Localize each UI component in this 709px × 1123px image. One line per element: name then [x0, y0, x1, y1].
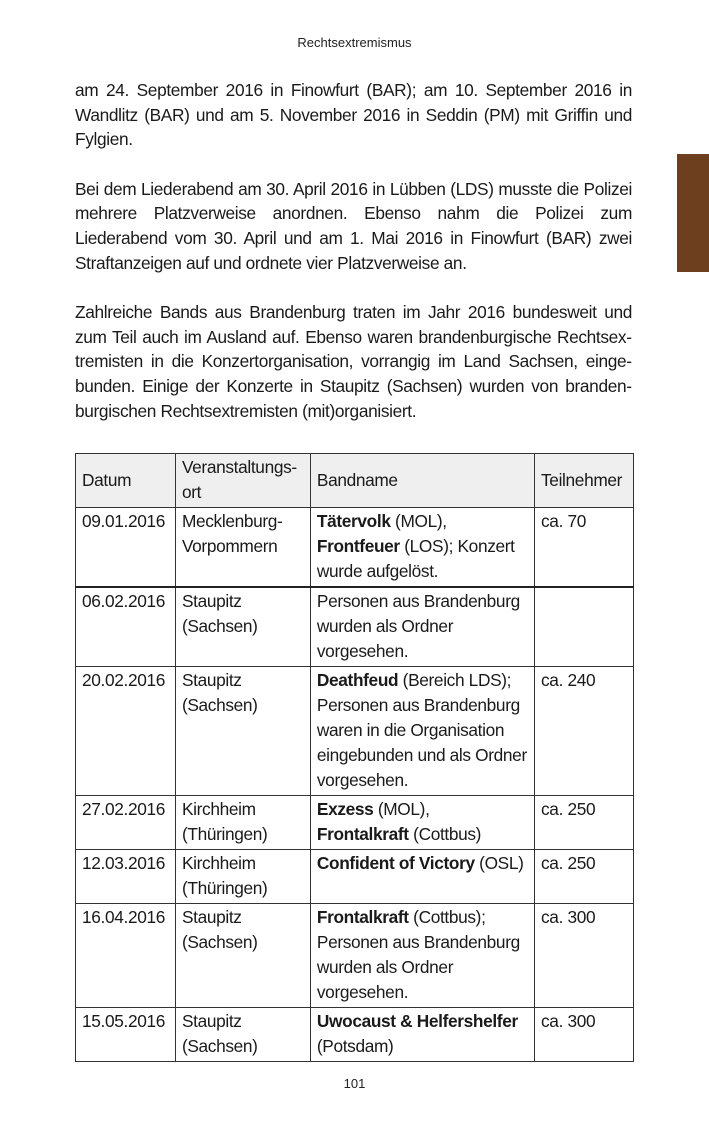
band-name: Frontalkraft — [316, 824, 409, 844]
band-detail: (Cottbus) — [408, 824, 482, 844]
cell-date: 16.04.2016 — [76, 904, 176, 1008]
cell-date: 06.02.2016 — [76, 587, 176, 667]
paragraph-1: am 24. September 2016 in Finowfurt (BAR); am 10. September 2016 in Wandlitz (BAR) und am 5. November 2016 in Seddin (PM) mit Griffin und Fylgien. — [75, 80, 632, 150]
header-participants: Teilnehmer — [535, 454, 634, 508]
cell-place: Kirchheim (Thüringen) — [175, 796, 310, 850]
band-detail: (OSL) — [474, 853, 524, 873]
body-text — [75, 78, 632, 448]
table-row — [76, 508, 634, 588]
cell-place: Staupitz (Sachsen) — [175, 1008, 310, 1062]
cell-place: Mecklenburg-Vorpommern — [175, 508, 310, 588]
band-name: Uwocaust & Helfershelfer — [316, 1011, 518, 1031]
table-body — [76, 508, 634, 1062]
band-detail: (MOL), — [373, 799, 430, 819]
band-detail: (Bereich LDS); Personen aus Brandenburg waren in die Organisation eingebunden und als Ordner vorgesehen. — [316, 670, 527, 790]
cell-participants: ca. 70 — [535, 508, 634, 588]
cell-date: 20.02.2016 — [76, 667, 176, 796]
band-name: Frontfeuer — [316, 536, 400, 556]
paragraph-2: Bei dem Liederabend am 30. April 2016 in Lübben (LDS) musste die Polizei mehrere Platzverweise anordnen. Ebenso nahm die Polizei zum Liederabend vom 30. April und am 1. Mai 2016 in Finowfurt (BAR) zwei Straftanzeigen auf und ordnete vier Platzverweise an. — [75, 178, 632, 273]
cell-place: Kirchheim (Thüringen) — [175, 850, 310, 904]
cell-place: Staupitz (Sachsen) — [175, 587, 310, 667]
header-band: Bandname — [310, 454, 534, 508]
cell-band — [310, 796, 534, 850]
cell-band — [310, 587, 534, 667]
cell-date: 15.05.2016 — [76, 1008, 176, 1062]
concert-table — [75, 453, 634, 1062]
cell-band — [310, 508, 534, 588]
table-header-row — [76, 454, 634, 508]
page-number: 101 — [343, 1076, 366, 1091]
cell-place: Staupitz (Sachsen) — [175, 904, 310, 1008]
paragraph-3: Zahlreiche Bands aus Brandenburg traten im Jahr 2016 bundesweit und zum Teil auch im Ausland auf. Ebenso waren brandenburgische Rechtsextremisten in die Konzertorganisation, vorrangig im Land Sachsen, eingebunden. Einige der Konzerte in Staupitz (Sachsen) wurden von brandenburgischen Rechtsextremisten (mit)organisiert. — [75, 302, 632, 421]
cell-participants: ca. 250 — [535, 796, 634, 850]
header-date: Datum — [76, 454, 176, 508]
band-detail: (MOL), — [390, 511, 447, 531]
table-row — [76, 850, 634, 904]
cell-band — [310, 1008, 534, 1062]
cell-band — [310, 667, 534, 796]
cell-place: Staupitz (Sachsen) — [175, 667, 310, 796]
band-detail: (LOS); Konzert wurde aufgelöst. — [316, 536, 515, 581]
band-name: Tätervolk — [316, 511, 391, 531]
cell-band — [310, 904, 534, 1008]
cell-participants: ca. 240 — [535, 667, 634, 796]
cell-participants: ca. 300 — [535, 1008, 634, 1062]
band-name: Confident of Victory — [316, 853, 475, 873]
band-detail: (Potsdam) — [316, 1036, 394, 1056]
table-row — [76, 1008, 634, 1062]
header-place: Veranstaltungs-ort — [175, 454, 310, 508]
table-row — [76, 667, 634, 796]
running-head: Rechtsextremismus — [297, 35, 412, 50]
band-detail: Personen aus Brandenburg wurden als Ordner vorgesehen. — [316, 591, 520, 661]
cell-participants — [535, 587, 634, 667]
chapter-thumb-tab — [677, 154, 709, 272]
band-name: Exzess — [316, 799, 374, 819]
cell-date: 27.02.2016 — [76, 796, 176, 850]
cell-participants: ca. 250 — [535, 850, 634, 904]
table-row — [76, 904, 634, 1008]
table-row — [76, 796, 634, 850]
band-detail: (Cottbus); Personen aus Brandenburg wurden als Ordner vorgesehen. — [316, 907, 520, 1002]
table-row — [76, 587, 634, 667]
band-name: Frontalkraft — [316, 907, 409, 927]
cell-band — [310, 850, 534, 904]
cell-participants: ca. 300 — [535, 904, 634, 1008]
cell-date: 12.03.2016 — [76, 850, 176, 904]
band-name: Deathfeud — [316, 670, 399, 690]
cell-date: 09.01.2016 — [76, 508, 176, 588]
